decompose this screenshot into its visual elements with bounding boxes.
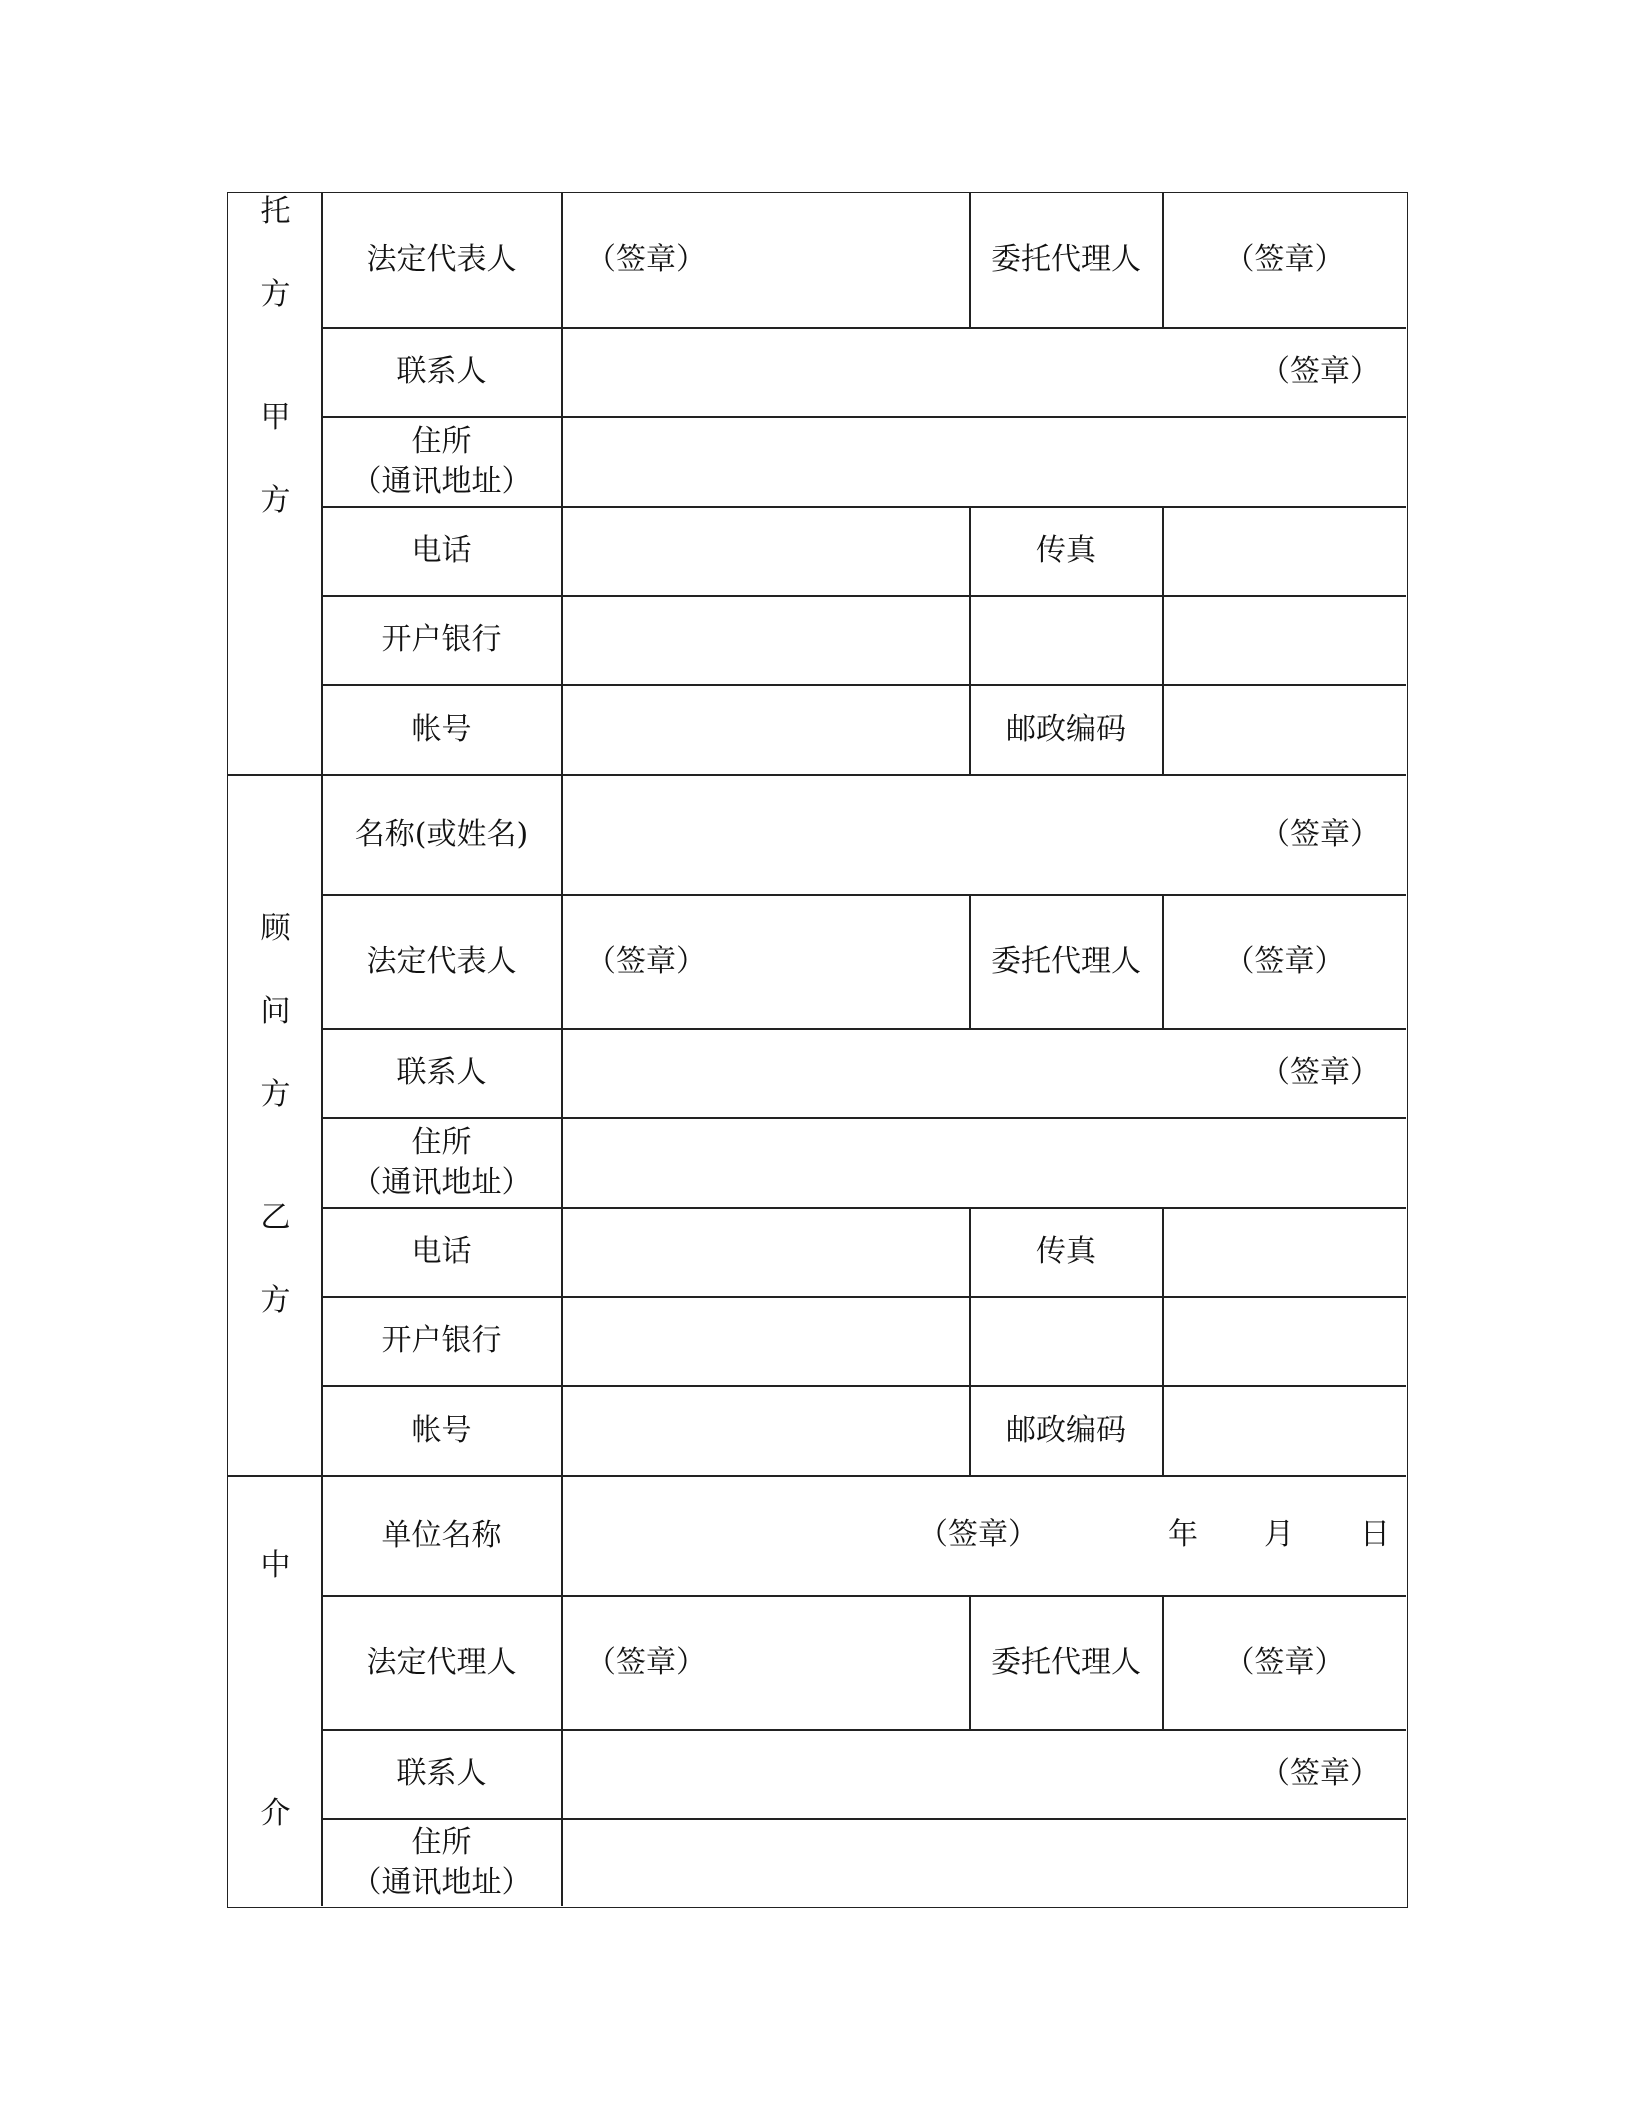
party-b-name-label: 名称(或姓名) (354, 816, 529, 852)
address-label-line2: （通讯地址） (351, 463, 532, 499)
party-b-phone-value[interactable] (562, 1208, 969, 1296)
party-b-address-value[interactable] (562, 1118, 1406, 1207)
party-a-phone-label: 电话 (411, 533, 472, 568)
address-label-line1: 住所 (411, 1824, 472, 1860)
party-a-account-value[interactable] (562, 685, 969, 774)
address-label-line2: （通讯地址） (351, 1164, 532, 1200)
party-a-legal-rep-label: 法定代表人 (366, 242, 517, 277)
party-b-account-value[interactable] (562, 1386, 969, 1475)
address-label-line1: 住所 (411, 423, 472, 459)
party-a-contact-sign[interactable]: （签章） (1260, 354, 1380, 389)
intermediary-year: 年 (1168, 1517, 1198, 1552)
party-a-agent-label: 委托代理人 (991, 242, 1141, 277)
party-b-side-char: 方 (260, 1077, 291, 1112)
party-b-side-char: 乙 (260, 1200, 291, 1235)
intermediary-address-value[interactable] (562, 1819, 1406, 1906)
party-b-legal-rep-label: 法定代表人 (366, 943, 517, 979)
party-a-agent-sign[interactable]: （签章） (1224, 242, 1345, 277)
party-a-postcode-label: 邮政编码 (1006, 711, 1126, 747)
party-b-postcode-label: 邮政编码 (1006, 1412, 1126, 1448)
intermediary-unit-sign[interactable]: （签章） (918, 1517, 1038, 1552)
party-b-agent-sign[interactable]: （签章） (1224, 943, 1345, 979)
party-a-side-char: 方 (260, 277, 291, 312)
intermediary-contact-sign[interactable]: （签章） (1260, 1756, 1380, 1791)
party-a-contact-label: 联系人 (396, 354, 487, 389)
intermediary-legal-agent-sign[interactable]: （签章） (586, 1644, 706, 1680)
party-b-contact-sign[interactable]: （签章） (1260, 1055, 1380, 1090)
intermediary-unit-label: 单位名称 (381, 1517, 502, 1553)
contract-signature-form (227, 192, 1408, 1908)
party-a-bank-value[interactable] (562, 596, 969, 684)
intermediary-address-label (322, 1819, 561, 1906)
party-b-bank-value[interactable] (562, 1297, 969, 1385)
party-a-postcode-value[interactable] (1163, 685, 1406, 774)
party-b-address-label (322, 1118, 561, 1207)
party-b-side-char: 顾 (260, 911, 291, 946)
party-b-side-char: 方 (260, 1283, 291, 1318)
intermediary-side-char: 中 (260, 1548, 291, 1583)
party-a-address-value[interactable] (562, 417, 1406, 506)
intermediary-day: 日 (1360, 1517, 1390, 1552)
party-b-postcode-value[interactable] (1163, 1386, 1406, 1475)
party-b-legal-rep-sign[interactable]: （签章） (586, 943, 706, 979)
intermediary-side-char: 介 (260, 1796, 291, 1831)
party-a-account-label: 帐号 (411, 711, 472, 747)
party-a-side-char: 甲 (260, 400, 291, 435)
party-b-side-char: 问 (260, 994, 291, 1029)
party-a-legal-rep-sign[interactable]: （签章） (586, 242, 706, 277)
intermediary-contact-label: 联系人 (396, 1756, 487, 1791)
intermediary-month: 月 (1264, 1517, 1294, 1552)
party-a-side-char: 托 (260, 194, 291, 229)
party-b-contact-label: 联系人 (396, 1055, 487, 1090)
party-b-fax-value[interactable] (1163, 1208, 1406, 1296)
party-a-address-label (322, 417, 561, 506)
party-b-name-sign[interactable]: （签章） (1260, 816, 1380, 852)
party-b-agent-label: 委托代理人 (991, 943, 1141, 979)
party-b-account-label: 帐号 (411, 1412, 472, 1448)
address-label-line1: 住所 (411, 1124, 472, 1160)
address-label-line2: （通讯地址） (351, 1864, 532, 1900)
party-b-fax-label: 传真 (1036, 1234, 1096, 1269)
intermediary-agent-label: 委托代理人 (991, 1644, 1141, 1680)
party-b-phone-label: 电话 (411, 1234, 472, 1269)
intermediary-agent-sign[interactable]: （签章） (1224, 1644, 1345, 1680)
party-a-fax-value[interactable] (1163, 507, 1406, 595)
party-a-phone-value[interactable] (562, 507, 969, 595)
party-a-side-char: 方 (260, 483, 291, 518)
party-b-bank-label: 开户银行 (381, 1323, 502, 1358)
party-a-fax-label: 传真 (1036, 533, 1096, 568)
party-a-bank-label: 开户银行 (381, 622, 502, 657)
intermediary-legal-agent-label: 法定代理人 (366, 1644, 517, 1680)
